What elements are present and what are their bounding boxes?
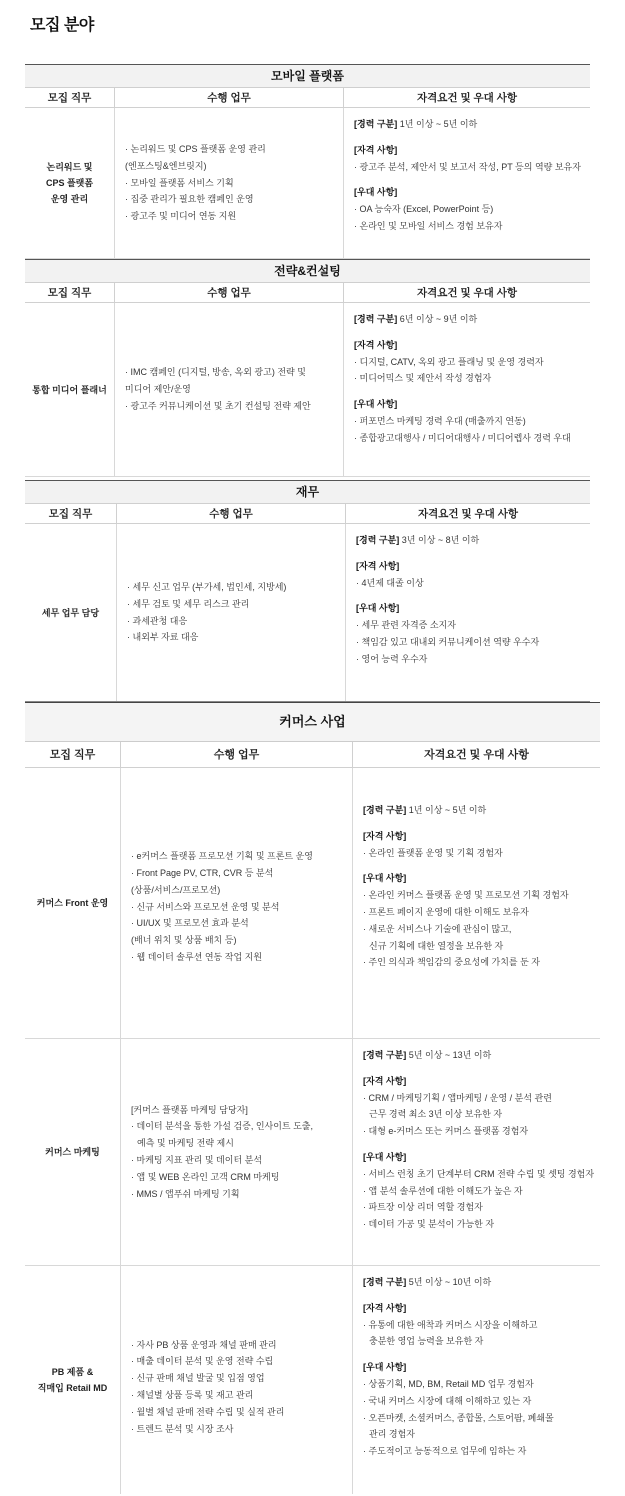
required-label: [자격 사항] bbox=[354, 339, 398, 350]
job-title bbox=[25, 768, 120, 1038]
duty-item: · 모바일 플랫폼 서비스 기획 bbox=[125, 177, 234, 188]
section-title: 커머스 사업 bbox=[25, 702, 600, 742]
duty-item: · 웹 데이터 솔루션 연동 작업 지원 bbox=[131, 951, 263, 962]
preferred-item: · 서비스 런칭 초기 단계부터 CRM 전략 수립 및 셋팅 경험자 bbox=[363, 1168, 595, 1179]
duty-item: · 과세관청 대응 bbox=[127, 615, 188, 626]
section-title: 모바일 플랫폼 bbox=[25, 64, 590, 88]
duty-item: · 세무 신고 업무 (부가세, 법인세, 지방세) bbox=[127, 581, 287, 592]
preferred-item: · 프론트 페이지 운영에 대한 이해도 보유자 bbox=[363, 906, 529, 917]
required-item: 충분한 영업 능력을 보유한 자 bbox=[369, 1336, 484, 1347]
required-item: · CRM / 마케팅기획 / 앱마케팅 / 운영 / 분석 관련 bbox=[363, 1092, 552, 1103]
preferred-item: · 데이터 가공 및 분석이 가능한 자 bbox=[363, 1219, 495, 1230]
col-duties-header: 수행 업무 bbox=[120, 742, 352, 767]
required-item: 근무 경력 최소 3년 이상 보유한 자 bbox=[369, 1109, 503, 1120]
duty-item: · IMC 캠페인 (디지털, 방송, 옥외 광고) 전략 및 bbox=[125, 367, 306, 378]
job-title-line: PB 제품 & bbox=[51, 1367, 94, 1377]
section-title: 전략&컨설팅 bbox=[25, 259, 590, 283]
career-value: 6년 이상 ~ 9년 이하 bbox=[399, 314, 478, 324]
preferred-item: · 주도적이고 능동적으로 업무에 임하는 자 bbox=[363, 1446, 527, 1457]
duty-item: · 트렌드 분석 및 시장 조사 bbox=[131, 1423, 234, 1434]
preferred-item: · 새로운 서비스나 기술에 관심이 많고, bbox=[363, 923, 512, 934]
column-header-row bbox=[25, 283, 590, 303]
duty-item: [커머스 플랫폼 마케팅 담당자] bbox=[131, 1104, 248, 1115]
duty-item: · 집중 관리가 필요한 캠페인 운영 bbox=[125, 194, 254, 205]
career-value: 1년 이상 ~ 5년 이하 bbox=[408, 805, 487, 815]
table-row bbox=[25, 524, 590, 702]
qualifications-cell bbox=[343, 303, 590, 476]
duty-item: · Front Page PV, CTR, CVR 등 분석 bbox=[131, 868, 274, 878]
preferred-label: [우대 사항] bbox=[363, 1151, 407, 1162]
table-row bbox=[25, 768, 600, 1039]
qualifications-cell bbox=[352, 768, 600, 1038]
preferred-label: [우대 사항] bbox=[363, 1362, 407, 1373]
col-qual-header: 자격요건 및 우대 사항 bbox=[343, 283, 590, 302]
table-row bbox=[25, 108, 590, 259]
required-label: [자격 사항] bbox=[363, 830, 407, 841]
required-item: · 4년제 대졸 이상 bbox=[356, 577, 424, 588]
col-job-header: 모집 직무 bbox=[47, 287, 92, 299]
col-duties-header: 수행 업무 bbox=[114, 88, 343, 107]
preferred-item: · 퍼포먼스 마케팅 경력 우대 (매출까지 연동) bbox=[354, 415, 526, 426]
career-label: [경력 구분] bbox=[354, 314, 398, 324]
column-header-row bbox=[25, 88, 590, 108]
required-label: [자격 사항] bbox=[363, 1302, 407, 1313]
table-row bbox=[25, 1266, 600, 1494]
column-header-row bbox=[25, 504, 590, 524]
section-strategy-consulting bbox=[25, 259, 590, 477]
required-label: [자격 사항] bbox=[363, 1075, 407, 1086]
duty-item: · 논리워드 및 CPS 플랫폼 운영 관리 bbox=[125, 144, 266, 154]
career-label: [경력 구분] bbox=[363, 1277, 407, 1287]
duty-item: · UI/UX 및 프로모션 효과 분석 bbox=[131, 918, 249, 929]
duty-item: (엔포스팅&엔브릿지) bbox=[125, 160, 207, 171]
duty-item: · 신규 판매 채널 발굴 및 입점 영업 bbox=[131, 1373, 265, 1384]
duty-item: · e커머스 플랫폼 프로모션 기획 및 프론트 운영 bbox=[131, 851, 313, 862]
duties-cell bbox=[116, 524, 345, 701]
duties-cell bbox=[114, 108, 343, 258]
career-value: 5년 이상 ~ 13년 이하 bbox=[408, 1050, 492, 1060]
job-title-line: 세무 업무 담당 bbox=[41, 607, 100, 618]
preferred-item: · OA 능숙자 (Excel, PowerPoint 등) bbox=[354, 204, 494, 215]
col-qual-header: 자격요건 및 우대 사항 bbox=[352, 742, 600, 767]
career-label: [경력 구분] bbox=[356, 535, 400, 545]
job-title-line: 직매입 Retail MD bbox=[37, 1383, 108, 1393]
qualifications-cell bbox=[343, 108, 590, 258]
duty-item: · 자사 PB 상품 운영과 채널 판매 관리 bbox=[131, 1339, 277, 1350]
duty-item: · 내외부 자료 대응 bbox=[127, 632, 199, 643]
duty-item: (배너 위치 및 상품 배치 등) bbox=[131, 935, 237, 946]
job-title-line: 커머스 Front 운영 bbox=[36, 898, 109, 908]
job-title bbox=[25, 303, 114, 476]
page-title: 모집 분야 bbox=[30, 17, 94, 34]
preferred-item: 관리 경험자 bbox=[369, 1429, 415, 1440]
required-item: · 광고주 분석, 제안서 및 보고서 작성, PT 등의 역량 보유자 bbox=[354, 161, 581, 172]
duty-item: (상품/서비스/프로모션) bbox=[131, 884, 221, 895]
duty-item: · 마케팅 지표 관리 및 데이터 분석 bbox=[131, 1155, 263, 1165]
section-finance bbox=[25, 480, 590, 702]
preferred-label: [우대 사항] bbox=[363, 873, 407, 884]
preferred-item: · 책임감 있고 대내외 커뮤니케이션 역량 우수자 bbox=[356, 636, 540, 647]
column-header-row bbox=[25, 742, 600, 768]
qualifications-cell bbox=[352, 1266, 600, 1494]
career-label: [경력 구분] bbox=[363, 1050, 407, 1060]
preferred-item: · 온라인 커머스 플랫폼 운영 및 프로모션 기획 경험자 bbox=[363, 890, 569, 901]
preferred-item: · 오픈마켓, 소셜커머스, 종합몰, 스토어팜, 폐쇄몰 bbox=[363, 1412, 554, 1423]
required-label: [자격 사항] bbox=[356, 560, 400, 571]
job-title-line: 통합 미디어 플래너 bbox=[32, 384, 107, 395]
job-title-line: CPS 플랫폼 bbox=[45, 178, 94, 188]
preferred-item: 신규 기획에 대한 열정을 보유한 자 bbox=[369, 940, 504, 951]
career-value: 5년 이상 ~ 10년 이하 bbox=[408, 1277, 492, 1287]
preferred-item: · 영어 능력 우수자 bbox=[356, 653, 428, 664]
col-job-header: 모집 직무 bbox=[49, 748, 96, 761]
duty-item: · 월별 채널 판매 전략 수립 및 실적 관리 bbox=[131, 1406, 285, 1417]
table-row bbox=[25, 1039, 600, 1266]
required-item: · 디지털, CATV, 옥외 광고 플래닝 및 운영 경력자 bbox=[354, 356, 544, 367]
job-title bbox=[25, 524, 116, 701]
required-label: [자격 사항] bbox=[354, 144, 398, 155]
col-duties-header: 수행 업무 bbox=[116, 504, 345, 523]
required-item: · 온라인 플랫폼 운영 및 기획 경험자 bbox=[363, 847, 503, 858]
job-title bbox=[25, 1266, 120, 1494]
section-title: 재무 bbox=[25, 480, 590, 504]
preferred-item: · 국내 커머스 시장에 대해 이해하고 있는 자 bbox=[363, 1395, 532, 1406]
preferred-item: · 파트장 이상 리더 역할 경험자 bbox=[363, 1202, 483, 1213]
col-job-header: 모집 직무 bbox=[48, 508, 93, 520]
duty-item: · 세무 검토 및 세무 리스크 관리 bbox=[127, 598, 250, 609]
duty-item: · 광고주 및 미디어 연동 지원 bbox=[125, 211, 237, 222]
table-row bbox=[25, 303, 590, 477]
required-item: · 대형 e-커머스 또는 커머스 플랫폼 경험자 bbox=[363, 1126, 529, 1137]
duty-item: · 채널별 상품 등록 및 재고 관리 bbox=[131, 1390, 254, 1400]
job-title-line: 커머스 마케팅 bbox=[45, 1147, 100, 1157]
col-qual-header: 자격요건 및 우대 사항 bbox=[343, 88, 590, 107]
job-title-line: 논리워드 및 bbox=[46, 162, 93, 172]
preferred-item: · 종합광고대행사 / 미디어대행사 / 미디어렙사 경력 우대 bbox=[354, 432, 571, 443]
preferred-label: [우대 사항] bbox=[354, 399, 398, 410]
qualifications-cell bbox=[345, 524, 590, 701]
duty-item: 예측 및 마케팅 전략 제시 bbox=[137, 1138, 234, 1149]
preferred-item: · 주인 의식과 책임감의 중요성에 가치를 둔 자 bbox=[363, 957, 540, 968]
duties-cell bbox=[120, 1039, 352, 1265]
career-label: [경력 구분] bbox=[354, 119, 398, 129]
preferred-item: · 상품기획, MD, BM, Retail MD 업무 경험자 bbox=[363, 1378, 534, 1389]
duty-item: 미디어 제안/운영 bbox=[125, 384, 191, 395]
job-title bbox=[25, 1039, 120, 1265]
career-value: 3년 이상 ~ 8년 이하 bbox=[401, 535, 480, 545]
col-duties-header: 수행 업무 bbox=[114, 283, 343, 302]
duty-item: · 앱 및 WEB 온라인 고객 CRM 마케팅 bbox=[131, 1171, 280, 1182]
preferred-item: · 세무 관련 자격증 소지자 bbox=[356, 620, 456, 631]
col-qual-header: 자격요건 및 우대 사항 bbox=[345, 504, 590, 523]
duty-item: · 광고주 커뮤니케이션 및 초기 컨설팅 전략 제안 bbox=[125, 400, 311, 411]
preferred-item: · 앱 분석 솔루션에 대한 이해도가 높은 자 bbox=[363, 1185, 523, 1196]
job-title bbox=[25, 108, 114, 258]
career-value: 1년 이상 ~ 5년 이하 bbox=[399, 119, 478, 129]
duties-cell bbox=[114, 303, 343, 476]
duty-item: · 매출 데이터 분석 및 운영 전략 수립 bbox=[131, 1356, 274, 1367]
preferred-item: · 온라인 및 모바일 서비스 경험 보유자 bbox=[354, 220, 503, 231]
duties-cell bbox=[120, 768, 352, 1038]
job-title-line: 운영 관리 bbox=[50, 194, 89, 204]
career-label: [경력 구분] bbox=[363, 805, 407, 815]
duty-item: · 신규 서비스와 프로모션 운영 및 분석 bbox=[131, 901, 280, 912]
preferred-label: [우대 사항] bbox=[354, 187, 398, 198]
required-item: · 미디어믹스 및 제안서 작성 경험자 bbox=[354, 373, 492, 384]
duty-item: · MMS / 앱푸쉬 마케팅 기획 bbox=[131, 1188, 240, 1199]
preferred-label: [우대 사항] bbox=[356, 603, 400, 614]
required-item: · 유통에 대한 애착과 커머스 시장을 이해하고 bbox=[363, 1319, 538, 1330]
duty-item: · 데이터 분석을 통한 가설 검증, 인사이트 도출, bbox=[131, 1121, 313, 1132]
col-job-header: 모집 직무 bbox=[47, 92, 92, 104]
duties-cell bbox=[120, 1266, 352, 1494]
section-commerce bbox=[25, 702, 600, 1494]
qualifications-cell bbox=[352, 1039, 600, 1265]
section-mobile-platform bbox=[25, 64, 590, 259]
